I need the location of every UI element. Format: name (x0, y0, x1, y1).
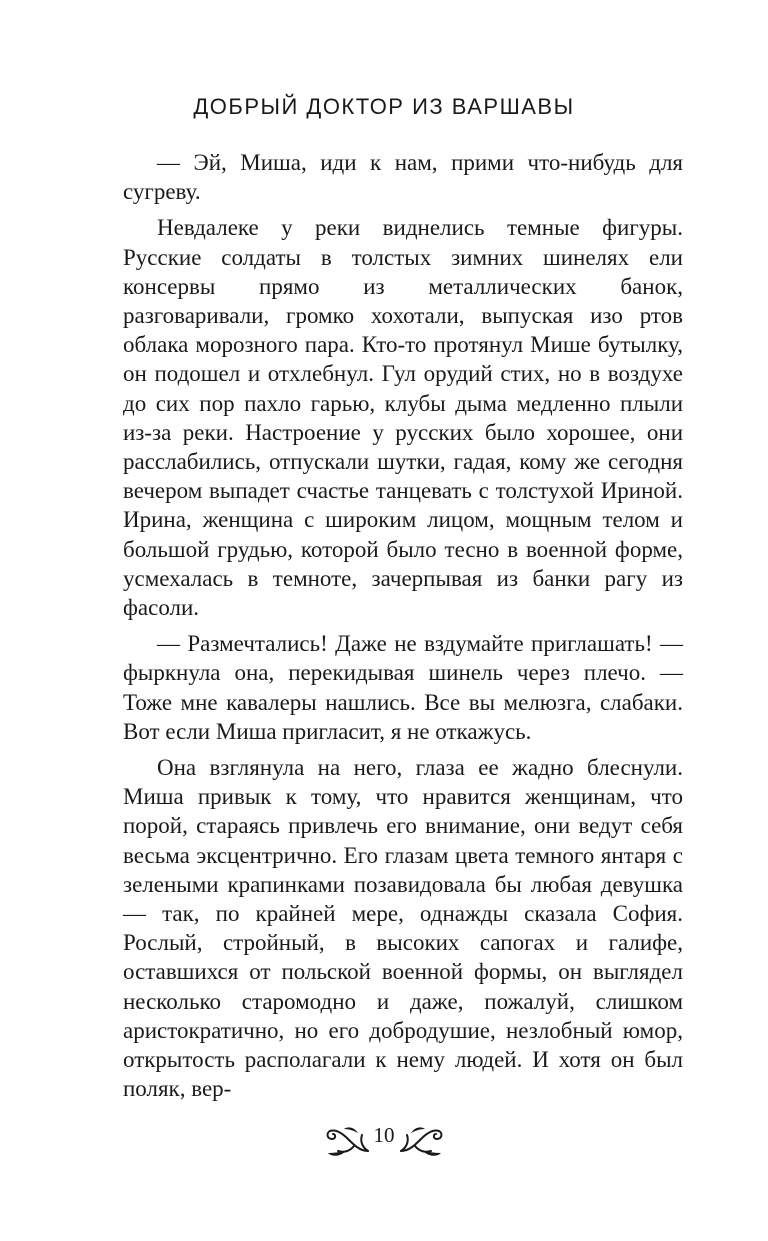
body-text (123, 148, 683, 1104)
page-number: 10 (373, 1122, 395, 1147)
page-footer (0, 1118, 768, 1164)
floral-flourish-icon (324, 1121, 370, 1161)
paragraph-3: — Размечтались! Даже не вздумайте приглашать! — фыркнула она, перекидывая шинель через плечо. — Тоже мне кавалеры нашлись. Все вы мелюзга, слабаки. Вот если Миша пригласит, я не откажусь. (123, 631, 683, 744)
paragraph-2: Невдалеке у реки виднелись темные фигуры. Русские солдаты в толстых зимних шинелях ели консервы прямо из металлических банок, разговаривали, громко хохотали, выпуская изо ртов облака морозного пара. Кто-то протянул Мише бутылку, он подошел и отхлебнул. Гул орудий стих, но в воздухе до сих пор пахло гарью, клубы дыма медленно плыли из-за реки. Настроение у русских было хорошее, они расслабились, отпускали шутки, гадая, кому же сегодня вечером выпадет счастье танцевать с толстухой Ириной. Ирина, женщина с широким лицом, мощным телом и большой грудью, которой было тесно в военной форме, усмехалась в темноте, зачерпывая из банки рагу из фасоли. (123, 215, 683, 621)
paragraph-4: Она взглянула на него, глаза ее жадно блеснули. Миша привык к тому, что нравится женщинам, что порой, стараясь привлечь его внимание, они ведут себя весьма эксцентрично. Его глазам цвета темного янтаря с зелеными крапинками позавидовала бы любая девушка — так, по крайней мере, однажды сказала София. Рослый, стройный, в высоких сапогах и галифе, оставшихся от польской военной формы, он выглядел несколько старомодно и даже, пожалуй, слишком аристократично, но его добродушие, незлобный юмор, открытость располагали к нему людей. И хотя он был поляк, вер- (123, 755, 683, 1102)
floral-flourish-icon (399, 1121, 445, 1161)
paragraph-1: — Эй, Миша, иди к нам, прими что-нибудь для сугреву. (123, 150, 683, 205)
running-header-title: ДОБРЫЙ ДОКТОР ИЗ ВАРШАВЫ (193, 94, 575, 119)
